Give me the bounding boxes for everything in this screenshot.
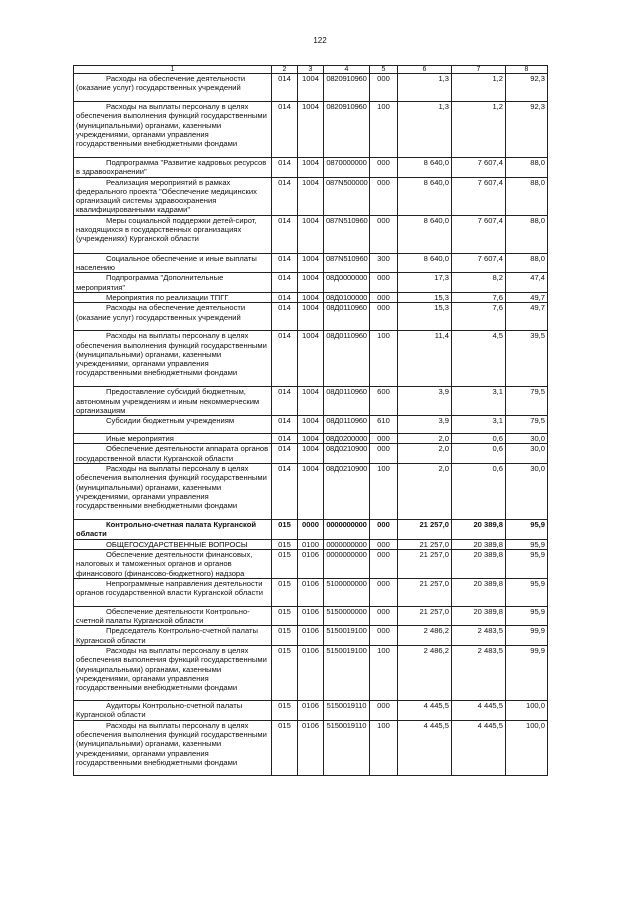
column-number: 5 xyxy=(370,66,398,74)
fact-amount: 2 483,5 xyxy=(452,646,506,701)
target-code: 08Д0110960 xyxy=(324,303,370,331)
execution-percent: 92,3 xyxy=(506,74,548,102)
plan-amount: 15,3 xyxy=(398,303,452,331)
expense-type-code: 100 xyxy=(370,331,398,387)
section-code: 1004 xyxy=(298,292,324,302)
expense-type-code: 100 xyxy=(370,720,398,775)
fact-amount: 3,1 xyxy=(452,416,506,434)
target-code: 0870000000 xyxy=(324,158,370,178)
section-code: 1004 xyxy=(298,74,324,102)
row-name: Контрольно-счетная палата Курганской области xyxy=(74,520,272,540)
execution-percent: 95,9 xyxy=(506,578,548,606)
table-row xyxy=(74,387,548,416)
table-row xyxy=(74,444,548,464)
table-row xyxy=(74,701,548,721)
plan-amount: 21 257,0 xyxy=(398,606,452,626)
expense-type-code: 000 xyxy=(370,539,398,549)
execution-percent: 92,3 xyxy=(506,102,548,158)
target-code: 5150019110 xyxy=(324,720,370,775)
ministry-code: 014 xyxy=(272,177,298,215)
table-row xyxy=(74,520,548,540)
fact-amount: 7 607,4 xyxy=(452,158,506,178)
ministry-code: 015 xyxy=(272,701,298,721)
column-number: 4 xyxy=(324,66,370,74)
ministry-code: 014 xyxy=(272,102,298,158)
table-row xyxy=(74,74,548,102)
section-code: 1004 xyxy=(298,158,324,178)
table-row xyxy=(74,434,548,444)
execution-percent: 100,0 xyxy=(506,720,548,775)
section-code: 0106 xyxy=(298,626,324,646)
expense-type-code: 000 xyxy=(370,303,398,331)
ministry-code: 015 xyxy=(272,720,298,775)
row-name: Непрограммные направления деятельности органов государственной власти Курганской области xyxy=(74,578,272,606)
table-row xyxy=(74,273,548,293)
table-row xyxy=(74,303,548,331)
section-code: 0106 xyxy=(298,720,324,775)
section-code: 0106 xyxy=(298,646,324,701)
section-code: 1004 xyxy=(298,464,324,520)
target-code: 0000000000 xyxy=(324,549,370,578)
fact-amount: 7 607,4 xyxy=(452,215,506,253)
target-code: 087N510960 xyxy=(324,253,370,273)
execution-percent: 79,5 xyxy=(506,416,548,434)
row-name: Субсидии бюджетным учреждениям xyxy=(74,416,272,434)
plan-amount: 11,4 xyxy=(398,331,452,387)
plan-amount: 17,3 xyxy=(398,273,452,293)
target-code: 0000000000 xyxy=(324,520,370,540)
ministry-code: 015 xyxy=(272,626,298,646)
target-code: 0820910960 xyxy=(324,102,370,158)
ministry-code: 014 xyxy=(272,158,298,178)
target-code: 08Д0210900 xyxy=(324,444,370,464)
plan-amount: 2,0 xyxy=(398,444,452,464)
section-code: 1004 xyxy=(298,177,324,215)
fact-amount: 2 483,5 xyxy=(452,626,506,646)
ministry-code: 014 xyxy=(272,74,298,102)
fact-amount: 0,6 xyxy=(452,434,506,444)
fact-amount: 7,6 xyxy=(452,303,506,331)
target-code: 5150019110 xyxy=(324,701,370,721)
section-code: 1004 xyxy=(298,273,324,293)
execution-percent: 49,7 xyxy=(506,303,548,331)
table-row xyxy=(74,158,548,178)
execution-percent: 47,4 xyxy=(506,273,548,293)
execution-percent: 39,5 xyxy=(506,331,548,387)
row-name: Расходы на обеспечение деятельности (оказание услуг) государственных учреждений xyxy=(74,303,272,331)
execution-percent: 100,0 xyxy=(506,701,548,721)
ministry-code: 014 xyxy=(272,444,298,464)
row-name: Расходы на выплаты персоналу в целях обеспечения выполнения функций государственными (муниципальными) органами, казенными учреждениями, органами управления государственными внебюджетными фондами xyxy=(74,331,272,387)
ministry-code: 014 xyxy=(272,215,298,253)
plan-amount: 4 445,5 xyxy=(398,701,452,721)
column-number: 2 xyxy=(272,66,298,74)
table-row xyxy=(74,416,548,434)
plan-amount: 2,0 xyxy=(398,464,452,520)
section-code: 1004 xyxy=(298,331,324,387)
table-row xyxy=(74,720,548,775)
section-code: 1004 xyxy=(298,416,324,434)
row-name: Меры социальной поддержки детей-сирот, находящихся в государственных организациях (учреждениях) Курганской области xyxy=(74,215,272,253)
expense-type-code: 100 xyxy=(370,646,398,701)
expense-type-code: 000 xyxy=(370,158,398,178)
plan-amount: 2 486,2 xyxy=(398,626,452,646)
expense-type-code: 300 xyxy=(370,253,398,273)
table-row xyxy=(74,464,548,520)
row-name: Расходы на выплаты персоналу в целях обеспечения выполнения функций государственными (муниципальными) органами, казенными учреждениями, органами управления государственными внебюджетными фондами xyxy=(74,646,272,701)
plan-amount: 8 640,0 xyxy=(398,177,452,215)
ministry-code: 014 xyxy=(272,387,298,416)
ministry-code: 014 xyxy=(272,273,298,293)
plan-amount: 21 257,0 xyxy=(398,539,452,549)
plan-amount: 3,9 xyxy=(398,416,452,434)
target-code: 5150000000 xyxy=(324,606,370,626)
section-code: 0106 xyxy=(298,606,324,626)
ministry-code: 014 xyxy=(272,464,298,520)
plan-amount: 4 445,5 xyxy=(398,720,452,775)
ministry-code: 015 xyxy=(272,578,298,606)
execution-percent: 30,0 xyxy=(506,444,548,464)
plan-amount: 21 257,0 xyxy=(398,549,452,578)
section-code: 0106 xyxy=(298,578,324,606)
plan-amount: 2,0 xyxy=(398,434,452,444)
fact-amount: 4 445,5 xyxy=(452,720,506,775)
execution-percent: 99,9 xyxy=(506,646,548,701)
plan-amount: 2 486,2 xyxy=(398,646,452,701)
table-row xyxy=(74,215,548,253)
expense-type-code: 000 xyxy=(370,701,398,721)
ministry-code: 015 xyxy=(272,549,298,578)
expense-type-code: 000 xyxy=(370,606,398,626)
row-name: Расходы на выплаты персоналу в целях обеспечения выполнения функций государственными (муниципальными) органами, казенными учреждениями, органами управления государственными внебюджетными фондами xyxy=(74,464,272,520)
expense-type-code: 100 xyxy=(370,464,398,520)
execution-percent: 95,9 xyxy=(506,549,548,578)
fact-amount: 1,2 xyxy=(452,102,506,158)
table-row xyxy=(74,606,548,626)
plan-amount: 3,9 xyxy=(398,387,452,416)
expense-type-code: 610 xyxy=(370,416,398,434)
ministry-code: 014 xyxy=(272,303,298,331)
section-code: 1004 xyxy=(298,303,324,331)
section-code: 0106 xyxy=(298,701,324,721)
section-code: 0100 xyxy=(298,539,324,549)
row-name: Социальное обеспечение и иные выплаты населению xyxy=(74,253,272,273)
row-name: Подпрограмма "Развитие кадровых ресурсов в здравоохранении" xyxy=(74,158,272,178)
section-code: 1004 xyxy=(298,444,324,464)
row-name: ОБЩЕГОСУДАРСТВЕННЫЕ ВОПРОСЫ xyxy=(74,539,272,549)
column-number: 7 xyxy=(452,66,506,74)
execution-percent: 99,9 xyxy=(506,626,548,646)
expense-type-code: 000 xyxy=(370,74,398,102)
column-number-row xyxy=(74,66,548,74)
execution-percent: 30,0 xyxy=(506,434,548,444)
row-name: Реализация мероприятий в рамках федерального проекта "Обеспечение медицинских организаций системы здравоохранения квалифицированными кадрами" xyxy=(74,177,272,215)
fact-amount: 7 607,4 xyxy=(452,177,506,215)
expense-type-code: 000 xyxy=(370,444,398,464)
section-code: 1004 xyxy=(298,102,324,158)
row-name: Обеспечение деятельности финансовых, налоговых и таможенных органов и органов финансового (финансово-бюджетного) надзора xyxy=(74,549,272,578)
plan-amount: 8 640,0 xyxy=(398,253,452,273)
section-code: 0000 xyxy=(298,520,324,540)
table-row xyxy=(74,331,548,387)
fact-amount: 1,2 xyxy=(452,74,506,102)
fact-amount: 4 445,5 xyxy=(452,701,506,721)
row-name: Аудиторы Контрольно-счетной палаты Курганской области xyxy=(74,701,272,721)
execution-percent: 88,0 xyxy=(506,253,548,273)
table-row xyxy=(74,549,548,578)
table-row xyxy=(74,646,548,701)
table-row xyxy=(74,578,548,606)
ministry-code: 014 xyxy=(272,416,298,434)
table-row xyxy=(74,102,548,158)
expense-type-code: 600 xyxy=(370,387,398,416)
expense-type-code: 000 xyxy=(370,578,398,606)
column-number: 1 xyxy=(74,66,272,74)
execution-percent: 30,0 xyxy=(506,464,548,520)
table-row xyxy=(74,539,548,549)
execution-percent: 49,7 xyxy=(506,292,548,302)
row-name: Председатель Контрольно-счетной палаты Курганской области xyxy=(74,626,272,646)
execution-percent: 95,9 xyxy=(506,520,548,540)
row-name: Обеспечение деятельности аппарата органов государственной власти Курганской области xyxy=(74,444,272,464)
expense-type-code: 000 xyxy=(370,292,398,302)
section-code: 1004 xyxy=(298,387,324,416)
target-code: 087N510960 xyxy=(324,215,370,253)
fact-amount: 20 389,8 xyxy=(452,539,506,549)
fact-amount: 8,2 xyxy=(452,273,506,293)
column-number: 6 xyxy=(398,66,452,74)
fact-amount: 0,6 xyxy=(452,444,506,464)
expense-type-code: 100 xyxy=(370,102,398,158)
target-code: 5150019100 xyxy=(324,646,370,701)
row-name: Подпрограмма "Дополнительные мероприятия" xyxy=(74,273,272,293)
target-code: 08Д0110960 xyxy=(324,331,370,387)
target-code: 08Д0210900 xyxy=(324,464,370,520)
execution-percent: 88,0 xyxy=(506,215,548,253)
table-row xyxy=(74,626,548,646)
plan-amount: 21 257,0 xyxy=(398,578,452,606)
ministry-code: 014 xyxy=(272,331,298,387)
target-code: 0820910960 xyxy=(324,74,370,102)
table-row xyxy=(74,292,548,302)
target-code: 08Д0200000 xyxy=(324,434,370,444)
execution-percent: 95,9 xyxy=(506,539,548,549)
section-code: 1004 xyxy=(298,253,324,273)
target-code: 5100000000 xyxy=(324,578,370,606)
fact-amount: 20 389,8 xyxy=(452,578,506,606)
row-name: Иные мероприятия xyxy=(74,434,272,444)
fact-amount: 4,5 xyxy=(452,331,506,387)
ministry-code: 014 xyxy=(272,292,298,302)
fact-amount: 0,6 xyxy=(452,464,506,520)
execution-percent: 88,0 xyxy=(506,158,548,178)
plan-amount: 1,3 xyxy=(398,74,452,102)
execution-percent: 79,5 xyxy=(506,387,548,416)
section-code: 1004 xyxy=(298,434,324,444)
fact-amount: 7,6 xyxy=(452,292,506,302)
target-code: 08Д0000000 xyxy=(324,273,370,293)
ministry-code: 015 xyxy=(272,539,298,549)
plan-amount: 1,3 xyxy=(398,102,452,158)
expense-type-code: 000 xyxy=(370,520,398,540)
column-number: 3 xyxy=(298,66,324,74)
execution-percent: 95,9 xyxy=(506,606,548,626)
row-name: Расходы на выплаты персоналу в целях обеспечения выполнения функций государственными (муниципальными) органами, казенными учреждениями, органами управления государственными внебюджетными фондами xyxy=(74,720,272,775)
expense-type-code: 000 xyxy=(370,215,398,253)
fact-amount: 3,1 xyxy=(452,387,506,416)
expense-type-code: 000 xyxy=(370,626,398,646)
row-name: Предоставление субсидий бюджетным, автономным учреждениям и иным некоммерческим организациям xyxy=(74,387,272,416)
plan-amount: 8 640,0 xyxy=(398,215,452,253)
expense-type-code: 000 xyxy=(370,273,398,293)
budget-table xyxy=(73,65,548,776)
column-number: 8 xyxy=(506,66,548,74)
fact-amount: 7 607,4 xyxy=(452,253,506,273)
target-code: 0000000000 xyxy=(324,539,370,549)
ministry-code: 015 xyxy=(272,520,298,540)
target-code: 08Д0110960 xyxy=(324,416,370,434)
plan-amount: 8 640,0 xyxy=(398,158,452,178)
table-row xyxy=(74,253,548,273)
ministry-code: 015 xyxy=(272,606,298,626)
fact-amount: 20 389,8 xyxy=(452,606,506,626)
expense-type-code: 000 xyxy=(370,434,398,444)
table-row xyxy=(74,177,548,215)
expense-type-code: 000 xyxy=(370,177,398,215)
target-code: 5150019100 xyxy=(324,626,370,646)
plan-amount: 21 257,0 xyxy=(398,520,452,540)
plan-amount: 15,3 xyxy=(398,292,452,302)
ministry-code: 015 xyxy=(272,646,298,701)
row-name: Расходы на обеспечение деятельности (оказание услуг) государственных учреждений xyxy=(74,74,272,102)
section-code: 1004 xyxy=(298,215,324,253)
fact-amount: 20 389,8 xyxy=(452,549,506,578)
target-code: 08Д0100000 xyxy=(324,292,370,302)
execution-percent: 88,0 xyxy=(506,177,548,215)
row-name: Обеспечение деятельности Контрольно-счетной палаты Курганской области xyxy=(74,606,272,626)
fact-amount: 20 389,8 xyxy=(452,520,506,540)
expense-type-code: 000 xyxy=(370,549,398,578)
page-number: 122 xyxy=(313,36,327,45)
target-code: 087N500000 xyxy=(324,177,370,215)
section-code: 0106 xyxy=(298,549,324,578)
target-code: 08Д0110960 xyxy=(324,387,370,416)
row-name: Расходы на выплаты персоналу в целях обеспечения выполнения функций государственными (муниципальными) органами, казенными учреждениями, органами управления государственными внебюджетными фондами xyxy=(74,102,272,158)
row-name: Мероприятия по реализации ТПГГ xyxy=(74,292,272,302)
ministry-code: 014 xyxy=(272,434,298,444)
ministry-code: 014 xyxy=(272,253,298,273)
